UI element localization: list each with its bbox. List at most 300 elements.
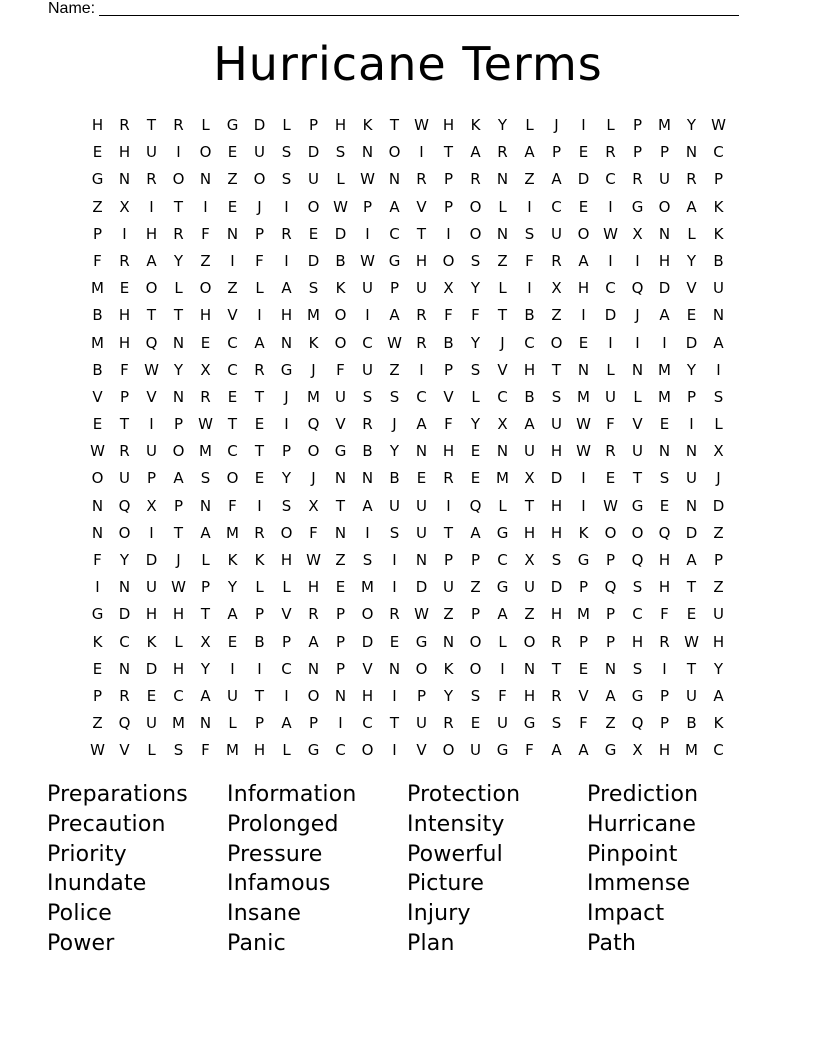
grid-letter[interactable]: H	[550, 523, 563, 542]
grid-letter[interactable]: U	[308, 170, 319, 189]
grid-letter[interactable]: H	[145, 605, 158, 624]
grid-letter[interactable]: O	[469, 224, 482, 243]
grid-letter[interactable]: I	[392, 686, 397, 705]
grid-letter[interactable]: Y	[200, 659, 211, 678]
grid-letter[interactable]: S	[281, 143, 292, 162]
grid-letter[interactable]: T	[443, 523, 454, 542]
grid-letter[interactable]: A	[173, 469, 184, 488]
grid-letter[interactable]: E	[92, 415, 103, 434]
grid-letter[interactable]: R	[362, 415, 373, 434]
grid-letter[interactable]: S	[362, 551, 373, 569]
grid-letter[interactable]: G	[415, 632, 428, 651]
grid-letter[interactable]: P	[605, 605, 616, 624]
grid-letter[interactable]: P	[713, 170, 724, 189]
grid-letter[interactable]: I	[446, 224, 451, 243]
grid-letter[interactable]: C	[497, 387, 508, 406]
grid-letter[interactable]: H	[523, 360, 536, 379]
grid-letter[interactable]: O	[307, 686, 320, 705]
grid-letter[interactable]: C	[227, 442, 238, 461]
grid-letter[interactable]: H	[118, 143, 131, 162]
grid-letter[interactable]: N	[91, 523, 104, 542]
grid-letter[interactable]: C	[416, 387, 427, 406]
grid-letter[interactable]: F	[606, 415, 615, 434]
grid-letter[interactable]: V	[632, 415, 643, 434]
grid-letter[interactable]: V	[362, 659, 373, 678]
grid-letter[interactable]: B	[92, 306, 103, 325]
grid-letter[interactable]: P	[335, 632, 346, 651]
grid-letter[interactable]: N	[118, 578, 131, 597]
grid-letter[interactable]: A	[686, 551, 697, 569]
grid-letter[interactable]: P	[443, 170, 454, 189]
grid-letter[interactable]: I	[581, 496, 586, 515]
grid-letter[interactable]: P	[605, 632, 616, 651]
grid-letter[interactable]: B	[335, 251, 346, 270]
grid-letter[interactable]: Z	[524, 170, 535, 189]
grid-letter[interactable]: Z	[227, 170, 238, 189]
grid-letter[interactable]: Z	[227, 279, 238, 298]
grid-letter[interactable]: F	[579, 714, 588, 733]
grid-letter[interactable]: N	[712, 306, 725, 325]
grid-letter[interactable]: G	[496, 523, 509, 542]
grid-letter[interactable]: U	[227, 686, 238, 705]
grid-letter[interactable]: D	[577, 170, 590, 189]
grid-letter[interactable]: V	[227, 306, 238, 325]
grid-letter[interactable]: N	[118, 659, 131, 678]
grid-letter[interactable]: F	[444, 306, 453, 325]
grid-letter[interactable]: S	[281, 496, 292, 515]
grid-letter[interactable]: Z	[524, 605, 535, 624]
grid-letter[interactable]: Q	[145, 333, 158, 352]
grid-letter[interactable]: E	[335, 578, 346, 597]
grid-letter[interactable]: A	[281, 279, 292, 298]
grid-letter[interactable]: T	[173, 523, 184, 542]
grid-letter[interactable]: F	[255, 251, 264, 270]
grid-letter[interactable]: O	[523, 632, 536, 651]
grid-letter[interactable]: D	[685, 523, 698, 542]
grid-letter[interactable]: C	[389, 224, 400, 243]
grid-letter[interactable]: H	[658, 741, 671, 760]
grid-letter[interactable]: E	[146, 686, 157, 705]
grid-letter[interactable]: H	[712, 632, 725, 651]
grid-letter[interactable]: H	[307, 578, 320, 597]
grid-letter[interactable]: R	[551, 632, 562, 651]
grid-letter[interactable]: X	[632, 741, 643, 760]
grid-letter[interactable]: M	[658, 360, 671, 379]
grid-letter[interactable]: T	[254, 387, 265, 406]
grid-letter[interactable]: K	[92, 632, 103, 651]
grid-letter[interactable]: R	[200, 387, 211, 406]
grid-letter[interactable]: L	[174, 279, 183, 298]
grid-letter[interactable]: H	[253, 741, 266, 760]
grid-letter[interactable]: O	[577, 224, 590, 243]
grid-letter[interactable]: F	[93, 551, 102, 569]
grid-letter[interactable]: O	[118, 523, 131, 542]
grid-letter[interactable]: I	[230, 659, 235, 678]
grid-letter[interactable]: V	[92, 387, 103, 406]
grid-letter[interactable]: P	[146, 469, 157, 488]
grid-letter[interactable]: P	[605, 551, 616, 569]
grid-letter[interactable]: D	[253, 116, 266, 134]
grid-letter[interactable]: T	[254, 686, 265, 705]
grid-letter[interactable]: A	[605, 686, 616, 705]
grid-letter[interactable]: I	[527, 279, 532, 298]
grid-letter[interactable]: N	[442, 632, 455, 651]
grid-letter[interactable]: E	[416, 469, 427, 488]
grid-letter[interactable]: X	[146, 496, 157, 515]
grid-letter[interactable]: D	[334, 224, 347, 243]
grid-letter[interactable]: I	[527, 197, 532, 216]
grid-letter[interactable]: E	[470, 714, 481, 733]
grid-letter[interactable]: M	[91, 333, 104, 352]
grid-letter[interactable]: I	[257, 496, 262, 515]
grid-letter[interactable]: I	[608, 197, 613, 216]
grid-letter[interactable]: A	[524, 415, 535, 434]
grid-letter[interactable]: J	[257, 197, 262, 216]
grid-letter[interactable]: O	[199, 279, 212, 298]
grid-letter[interactable]: W	[144, 360, 159, 379]
grid-letter[interactable]: S	[389, 523, 400, 542]
grid-letter[interactable]: J	[176, 551, 181, 569]
grid-letter[interactable]: R	[119, 116, 130, 134]
grid-letter[interactable]: C	[713, 741, 724, 760]
grid-letter[interactable]: P	[551, 143, 562, 162]
grid-letter[interactable]: F	[201, 741, 210, 760]
grid-letter[interactable]: G	[496, 578, 509, 597]
grid-letter[interactable]: W	[360, 251, 375, 270]
grid-letter[interactable]: I	[419, 143, 424, 162]
grid-letter[interactable]: N	[280, 333, 293, 352]
grid-letter[interactable]: I	[365, 224, 370, 243]
grid-letter[interactable]: Z	[605, 714, 616, 733]
grid-letter[interactable]: M	[496, 469, 509, 488]
grid-letter[interactable]: G	[307, 741, 320, 760]
grid-letter[interactable]: P	[686, 387, 697, 406]
grid-letter[interactable]: G	[604, 741, 617, 760]
grid-letter[interactable]: E	[470, 469, 481, 488]
grid-letter[interactable]: O	[442, 741, 455, 760]
grid-letter[interactable]: X	[497, 415, 508, 434]
grid-letter[interactable]: P	[308, 116, 319, 134]
grid-letter[interactable]: K	[470, 116, 481, 134]
grid-letter[interactable]: D	[550, 469, 563, 488]
grid-letter[interactable]: O	[604, 523, 617, 542]
grid-letter[interactable]: G	[91, 605, 104, 624]
grid-letter[interactable]: A	[713, 686, 724, 705]
grid-letter[interactable]: W	[333, 197, 348, 216]
grid-letter[interactable]: P	[470, 605, 481, 624]
grid-letter[interactable]: Y	[470, 333, 481, 352]
grid-letter[interactable]: C	[713, 143, 724, 162]
grid-letter[interactable]: H	[91, 116, 104, 134]
grid-letter[interactable]: R	[173, 116, 184, 134]
grid-letter[interactable]: T	[416, 224, 427, 243]
grid-letter[interactable]: R	[686, 170, 697, 189]
grid-letter[interactable]: V	[146, 387, 157, 406]
grid-letter[interactable]: W	[90, 442, 105, 461]
grid-letter[interactable]: N	[172, 333, 185, 352]
grid-letter[interactable]: R	[632, 170, 643, 189]
grid-letter[interactable]: P	[659, 714, 670, 733]
grid-letter[interactable]: P	[659, 686, 670, 705]
grid-letter[interactable]: A	[686, 197, 697, 216]
grid-letter[interactable]: D	[307, 251, 320, 270]
grid-letter[interactable]: E	[659, 496, 670, 515]
grid-letter[interactable]: T	[632, 469, 643, 488]
grid-letter[interactable]: R	[443, 714, 454, 733]
grid-letter[interactable]: K	[362, 116, 373, 134]
grid-letter[interactable]: X	[551, 279, 562, 298]
grid-letter[interactable]: O	[469, 659, 482, 678]
grid-letter[interactable]: P	[92, 686, 103, 705]
grid-letter[interactable]: I	[446, 496, 451, 515]
grid-letter[interactable]: D	[658, 279, 671, 298]
grid-letter[interactable]: G	[334, 442, 347, 461]
grid-letter[interactable]: H	[280, 306, 293, 325]
grid-letter[interactable]: F	[336, 360, 345, 379]
grid-letter[interactable]: E	[92, 659, 103, 678]
grid-letter[interactable]: C	[524, 333, 535, 352]
grid-letter[interactable]: N	[685, 143, 698, 162]
grid-letter[interactable]: M	[226, 523, 239, 542]
grid-letter[interactable]: A	[362, 496, 373, 515]
grid-letter[interactable]: I	[500, 659, 505, 678]
grid-letter[interactable]: D	[361, 632, 374, 651]
grid-letter[interactable]: S	[335, 143, 346, 162]
grid-letter[interactable]: U	[389, 496, 400, 515]
grid-letter[interactable]: R	[605, 442, 616, 461]
grid-letter[interactable]: R	[551, 251, 562, 270]
grid-letter[interactable]: L	[174, 632, 183, 651]
grid-letter[interactable]: C	[119, 632, 130, 651]
grid-letter[interactable]: X	[200, 632, 211, 651]
grid-letter[interactable]: A	[659, 306, 670, 325]
grid-letter[interactable]: O	[253, 170, 266, 189]
grid-letter[interactable]: O	[442, 251, 455, 270]
grid-letter[interactable]: A	[713, 333, 724, 352]
grid-letter[interactable]: Y	[686, 251, 697, 270]
grid-letter[interactable]: I	[257, 659, 262, 678]
grid-letter[interactable]: T	[551, 659, 562, 678]
grid-letter[interactable]: I	[284, 197, 289, 216]
grid-letter[interactable]: I	[95, 578, 100, 597]
grid-letter[interactable]: J	[311, 360, 316, 379]
grid-letter[interactable]: K	[146, 632, 157, 651]
grid-letter[interactable]: Y	[713, 659, 724, 678]
grid-letter[interactable]: H	[280, 551, 293, 569]
grid-letter[interactable]: T	[389, 714, 400, 733]
grid-letter[interactable]: Y	[470, 415, 481, 434]
grid-letter[interactable]: O	[550, 333, 563, 352]
grid-letter[interactable]: F	[201, 224, 210, 243]
grid-letter[interactable]: O	[172, 170, 185, 189]
grid-letter[interactable]: K	[308, 333, 319, 352]
grid-letter[interactable]: X	[308, 496, 319, 515]
grid-letter[interactable]: A	[254, 333, 265, 352]
grid-letter[interactable]: O	[307, 197, 320, 216]
grid-letter[interactable]: X	[632, 224, 643, 243]
grid-letter[interactable]: N	[388, 170, 401, 189]
grid-letter[interactable]: H	[658, 578, 671, 597]
grid-letter[interactable]: S	[713, 387, 724, 406]
grid-letter[interactable]: N	[361, 143, 374, 162]
grid-letter[interactable]: M	[658, 116, 671, 134]
grid-letter[interactable]: S	[470, 360, 481, 379]
grid-letter[interactable]: Z	[713, 523, 724, 542]
grid-letter[interactable]: Y	[497, 116, 508, 134]
grid-letter[interactable]: H	[442, 116, 455, 134]
grid-letter[interactable]: T	[686, 659, 697, 678]
grid-letter[interactable]: T	[524, 496, 535, 515]
grid-letter[interactable]: C	[551, 197, 562, 216]
grid-letter[interactable]: R	[551, 686, 562, 705]
grid-letter[interactable]: U	[416, 496, 427, 515]
grid-letter[interactable]: P	[335, 605, 346, 624]
grid-letter[interactable]: J	[716, 469, 721, 488]
grid-letter[interactable]: O	[361, 741, 374, 760]
grid-letter[interactable]: Y	[281, 469, 292, 488]
grid-letter[interactable]: D	[145, 659, 158, 678]
grid-letter[interactable]: H	[658, 551, 671, 569]
grid-letter[interactable]: X	[524, 551, 535, 569]
grid-letter[interactable]: H	[550, 605, 563, 624]
grid-letter[interactable]: P	[92, 224, 103, 243]
grid-letter[interactable]: P	[308, 714, 319, 733]
grid-letter[interactable]: S	[200, 469, 211, 488]
grid-letter[interactable]: D	[415, 578, 428, 597]
grid-letter[interactable]: S	[362, 387, 373, 406]
grid-letter[interactable]: N	[415, 442, 428, 461]
grid-letter[interactable]: S	[524, 224, 535, 243]
grid-letter[interactable]: M	[226, 741, 239, 760]
grid-letter[interactable]: U	[362, 360, 373, 379]
grid-letter[interactable]: W	[387, 333, 402, 352]
grid-letter[interactable]: U	[119, 469, 130, 488]
grid-letter[interactable]: F	[309, 523, 318, 542]
grid-letter[interactable]: X	[119, 197, 130, 216]
grid-letter[interactable]: E	[308, 224, 319, 243]
grid-letter[interactable]: T	[551, 360, 562, 379]
grid-letter[interactable]: B	[254, 632, 265, 651]
grid-letter[interactable]: Z	[497, 251, 508, 270]
grid-letter[interactable]: L	[633, 387, 642, 406]
grid-letter[interactable]: A	[497, 605, 508, 624]
grid-letter[interactable]: E	[227, 632, 238, 651]
grid-letter[interactable]: W	[360, 170, 375, 189]
grid-letter[interactable]: N	[334, 523, 347, 542]
grid-letter[interactable]: U	[551, 415, 562, 434]
grid-letter[interactable]: N	[361, 469, 374, 488]
grid-letter[interactable]: Y	[686, 116, 697, 134]
grid-letter[interactable]: L	[336, 170, 345, 189]
grid-letter[interactable]: F	[228, 496, 237, 515]
grid-letter[interactable]: L	[471, 387, 480, 406]
grid-letter[interactable]: T	[146, 116, 157, 134]
grid-letter[interactable]: R	[281, 224, 292, 243]
grid-letter[interactable]: E	[227, 143, 238, 162]
grid-letter[interactable]: V	[578, 686, 589, 705]
grid-letter[interactable]: G	[631, 197, 644, 216]
grid-letter[interactable]: A	[551, 741, 562, 760]
grid-letter[interactable]: T	[254, 442, 265, 461]
grid-letter[interactable]: U	[146, 578, 157, 597]
grid-letter[interactable]: N	[118, 170, 131, 189]
grid-letter[interactable]: P	[281, 442, 292, 461]
grid-letter[interactable]: M	[361, 578, 374, 597]
grid-letter[interactable]: A	[416, 415, 427, 434]
grid-letter[interactable]: N	[415, 551, 428, 569]
grid-letter[interactable]: C	[335, 741, 346, 760]
grid-letter[interactable]: N	[658, 224, 671, 243]
grid-letter[interactable]: Y	[443, 686, 454, 705]
grid-letter[interactable]: T	[389, 116, 400, 134]
grid-letter[interactable]: D	[118, 605, 131, 624]
grid-letter[interactable]: P	[119, 387, 130, 406]
grid-letter[interactable]: E	[200, 333, 211, 352]
grid-letter[interactable]: D	[712, 496, 725, 515]
grid-letter[interactable]: E	[470, 442, 481, 461]
grid-letter[interactable]: H	[631, 632, 644, 651]
grid-letter[interactable]: J	[284, 387, 289, 406]
grid-letter[interactable]: U	[551, 224, 562, 243]
grid-letter[interactable]: A	[470, 523, 481, 542]
grid-letter[interactable]: C	[605, 170, 616, 189]
grid-letter[interactable]: N	[199, 714, 212, 733]
grid-letter[interactable]: R	[659, 632, 670, 651]
grid-letter[interactable]: L	[606, 360, 615, 379]
grid-letter[interactable]: N	[172, 387, 185, 406]
grid-letter[interactable]: I	[581, 116, 586, 134]
grid-letter[interactable]: X	[524, 469, 535, 488]
grid-letter[interactable]: R	[119, 686, 130, 705]
grid-letter[interactable]: M	[91, 279, 104, 298]
grid-letter[interactable]: H	[172, 605, 185, 624]
grid-letter[interactable]: V	[335, 415, 346, 434]
grid-letter[interactable]: B	[686, 714, 697, 733]
grid-letter[interactable]: S	[389, 387, 400, 406]
grid-letter[interactable]: I	[689, 415, 694, 434]
grid-letter[interactable]: L	[687, 224, 696, 243]
grid-letter[interactable]: N	[388, 659, 401, 678]
grid-letter[interactable]: S	[173, 741, 184, 760]
grid-letter[interactable]: K	[713, 197, 724, 216]
grid-letter[interactable]: U	[362, 279, 373, 298]
grid-letter[interactable]: E	[92, 143, 103, 162]
grid-letter[interactable]: M	[307, 306, 320, 325]
grid-letter[interactable]: K	[443, 659, 454, 678]
grid-letter[interactable]: Q	[631, 551, 644, 569]
grid-letter[interactable]: C	[497, 551, 508, 569]
grid-letter[interactable]: H	[199, 306, 212, 325]
grid-letter[interactable]: W	[576, 415, 591, 434]
grid-letter[interactable]: U	[335, 387, 346, 406]
grid-letter[interactable]: O	[145, 279, 158, 298]
grid-letter[interactable]: U	[605, 387, 616, 406]
grid-letter[interactable]: H	[550, 496, 563, 515]
grid-letter[interactable]: V	[416, 197, 427, 216]
grid-letter[interactable]: W	[306, 551, 321, 569]
grid-letter[interactable]: F	[498, 686, 507, 705]
grid-letter[interactable]: I	[284, 415, 289, 434]
grid-letter[interactable]: D	[604, 306, 617, 325]
grid-letter[interactable]: C	[227, 360, 238, 379]
grid-letter[interactable]: P	[443, 551, 454, 569]
grid-letter[interactable]: B	[713, 251, 724, 270]
grid-letter[interactable]: T	[443, 143, 454, 162]
grid-letter[interactable]: O	[334, 333, 347, 352]
grid-letter[interactable]: F	[471, 306, 480, 325]
grid-letter[interactable]: I	[392, 551, 397, 569]
grid-letter[interactable]: K	[578, 523, 589, 542]
